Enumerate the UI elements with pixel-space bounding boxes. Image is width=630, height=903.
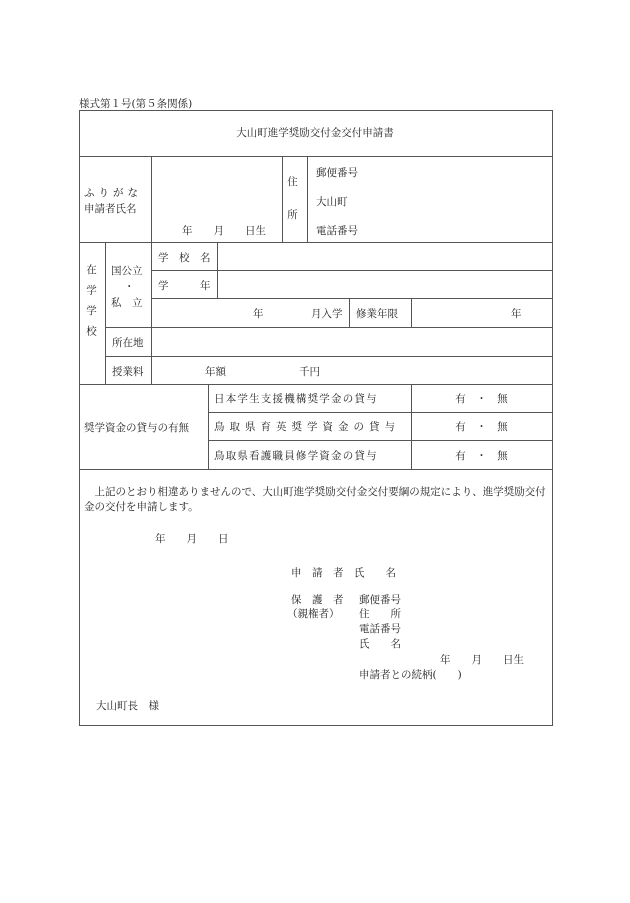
divider: [105, 356, 552, 357]
divider: [349, 298, 350, 327]
loan-item-3-choice[interactable]: 有 ・ 無: [455, 450, 508, 462]
location-field[interactable]: [153, 329, 549, 354]
furigana-label: ふりがな: [84, 187, 142, 199]
guardian-phone-label: 電話番号: [359, 623, 401, 635]
guardian-birthdate: 年 月 日生: [440, 654, 524, 666]
divider: [105, 327, 552, 328]
enroll-year-label: 年: [253, 308, 264, 320]
grade-label: 学 年: [158, 280, 211, 292]
location-label: 所在地: [112, 337, 144, 349]
divider: [79, 156, 552, 157]
guardian-postal-label: 郵便番号: [359, 594, 401, 606]
guardian-sub-label: （親権者）: [287, 608, 340, 620]
divider: [151, 242, 152, 327]
applicant-signature-label: 申 請 者 氏 名: [291, 567, 396, 579]
loan-item-2: 鳥取県育英奨学資金の貸与: [214, 421, 400, 433]
school-name-field[interactable]: [219, 244, 549, 268]
phone-label: 電話番号: [316, 225, 358, 237]
guardian-relation: 申請者との続柄( ): [359, 669, 462, 681]
postal-label: 郵便番号: [316, 167, 358, 179]
grade-field[interactable]: [219, 272, 549, 296]
divider: [208, 384, 209, 469]
divider: [151, 298, 552, 299]
applicant-name-field[interactable]: [152, 160, 242, 220]
school-section-label: 在学学校: [85, 264, 97, 346]
guardian-address-label: 住 所: [359, 608, 401, 620]
divider: [208, 412, 552, 413]
loan-item-2-choice[interactable]: 有 ・ 無: [455, 421, 508, 433]
school-name-label: 学 校 名: [158, 252, 211, 264]
school-type-private: 私 立: [111, 297, 143, 309]
town-name: 大山町: [316, 196, 348, 208]
divider: [79, 242, 552, 243]
enroll-month-label: 月入学: [311, 308, 343, 320]
duration-label: 修業年限: [356, 308, 398, 320]
loan-item-3: 鳥取県看護職員修学資金の貸与: [214, 450, 378, 462]
guardian-label: 保 護 者: [291, 594, 344, 606]
divider: [151, 270, 552, 271]
duration-unit: 年: [511, 308, 522, 320]
tuition-unit: 千円: [299, 366, 320, 378]
addressee: 大山町長 様: [96, 700, 159, 712]
divider: [105, 242, 106, 384]
address-label: 住 所: [286, 176, 298, 226]
applicant-name-label: 申請者氏名: [84, 203, 137, 215]
declaration-text: 上記のとおり相違ありませんので、大山町進学奨励交付金交付要綱の規定により、進学奨励交付金の交付を申請します。: [84, 486, 546, 513]
divider: [79, 384, 552, 385]
loans-label: 奨学資金の貸与の有無: [84, 422, 189, 434]
applicant-birthdate: 年 月 日生: [182, 225, 266, 237]
divider: [411, 298, 412, 327]
school-type-public: 国公立: [111, 265, 143, 277]
loan-item-1: 日本学生支援機構奨学金の貸与: [214, 393, 378, 405]
tuition-label: 授業料: [112, 366, 144, 378]
school-type-dot: ・: [124, 281, 135, 293]
tuition-annual-label: 年額: [205, 366, 226, 378]
divider: [282, 156, 283, 242]
guardian-name-label: 氏 名: [359, 638, 401, 650]
declaration-date: 年 月 日: [155, 533, 229, 545]
divider: [208, 440, 552, 441]
form-number: 様式第１号(第５条関係): [79, 98, 193, 110]
divider: [307, 156, 308, 242]
divider: [79, 469, 552, 470]
loan-item-1-choice[interactable]: 有 ・ 無: [455, 393, 508, 405]
form-title: 大山町進学奨励交付金交付申請書: [236, 127, 394, 139]
